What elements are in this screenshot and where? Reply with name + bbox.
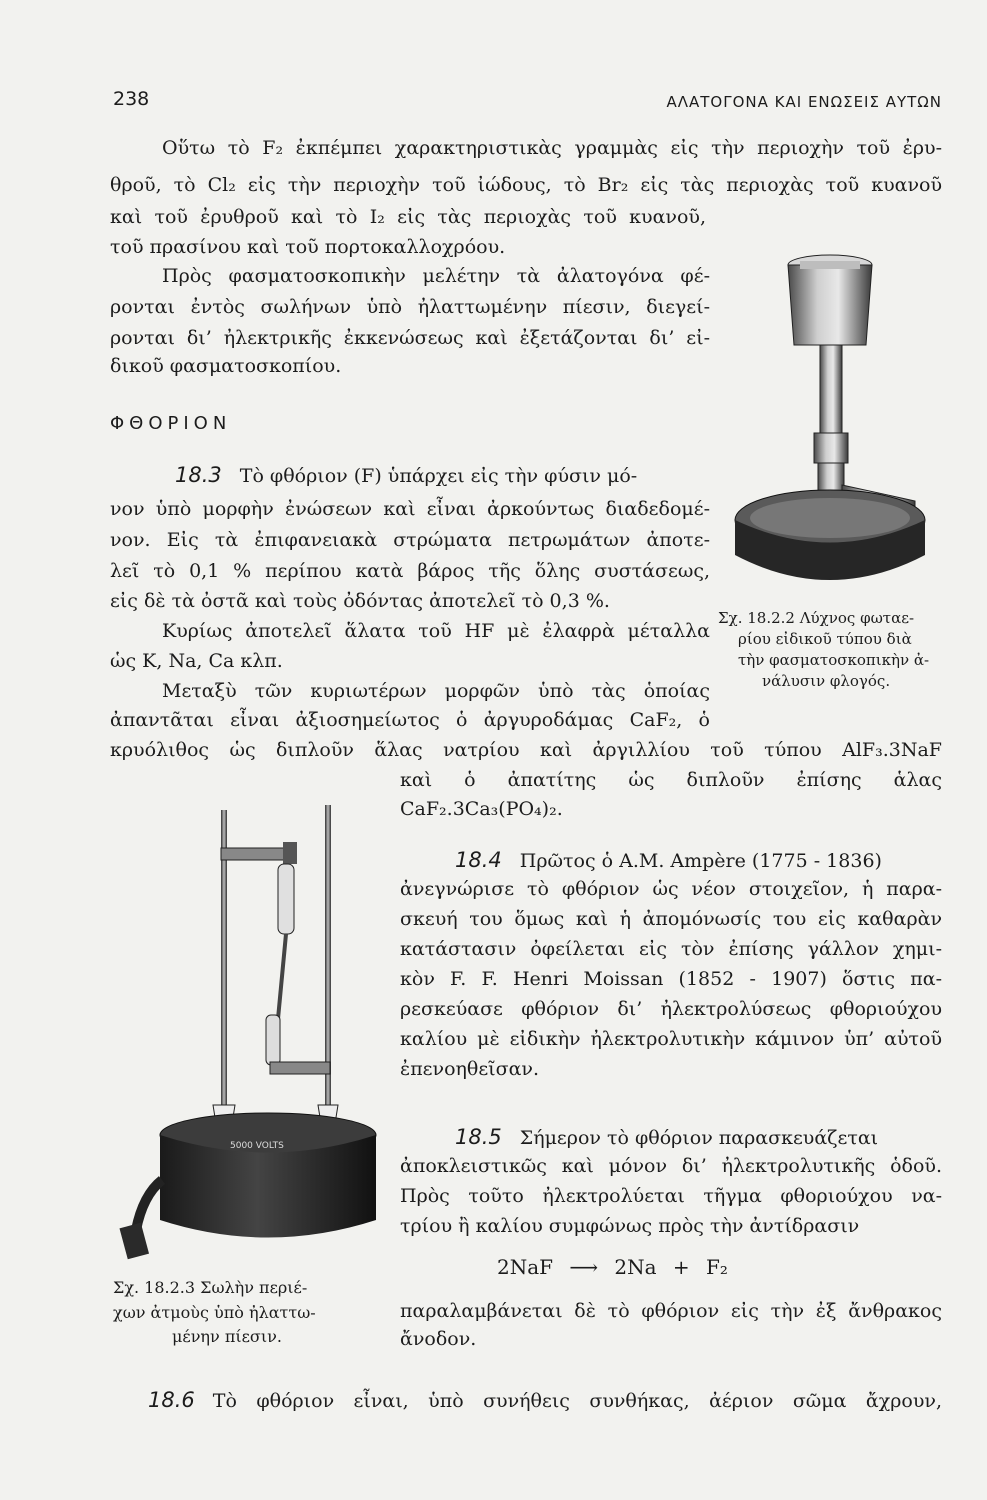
figure-vacuum-tube-caption-line3: μένην πίεσιν.	[172, 1327, 282, 1346]
voltage-label: 5000 VOLTS	[230, 1141, 284, 1151]
para2-line1: Πρὸς φασματοσκοπικὴν μελέτην τὰ ἀλατογόνα φέ-	[162, 265, 710, 287]
section-heading: ΦΘΟΡΙΟΝ	[110, 413, 232, 434]
figure-burner	[730, 235, 952, 610]
section-18-3-line2: νον ὑπὸ μορφὴν ἐνώσεων καὶ εἶναι ἀρκούντως διαδεδομέ-	[110, 498, 710, 520]
figure-vacuum-tube-caption-line1: Σχ. 18.2.3 Σωλὴν περιέ-	[113, 1278, 308, 1297]
para2-line4: δικοῦ φασματοσκοπίου.	[110, 355, 342, 377]
para2-line3: ρονται δι’ ἠλεκτρικῆς ἐκκενώσεως καὶ ἐξετάζονται δι’ εἰ-	[110, 327, 710, 349]
chemical-equation: 2NaF ⟶ 2Na + F₂	[497, 1255, 728, 1279]
section-18-4-line5: κὸν F. F. Henri Moissan (1852 - 1907) ὅστις πα-	[400, 968, 942, 990]
section-18-4-line2: ἀνεγνώρισε τὸ φθόριον ὡς νέον στοιχεῖον, ἡ παρα-	[400, 878, 942, 900]
vacuum-tube-illustration	[118, 800, 380, 1265]
section-18-5-line4: τρίου ἢ καλίου συμφώνως πρὸς τὴν ἀντίδρασιν	[400, 1215, 860, 1237]
section-18-4-line3: σκευή του ὅμως καὶ ἡ ἀπομόνωσίς του εἰς καθαρὰν	[400, 908, 942, 930]
section-18-4-line7: καλίου μὲ εἰδικὴν ἠλεκτρολυτικὴν κάμινον ὑπ’ αὐτοῦ	[400, 1028, 942, 1050]
section-number: 18.5	[455, 1125, 502, 1149]
figure-vacuum-tube	[118, 800, 380, 1265]
section-18-5-line1: 18.5 Σήμερον τὸ φθόριον παρασκευάζεται	[455, 1125, 879, 1149]
running-title: ΑΛΑΤΟΓΟΝΑ ΚΑΙ ΕΝΩΣΕΙΣ ΑΥΤΩΝ	[666, 93, 942, 111]
section-number: 18.3	[175, 463, 222, 487]
section-18-3-line12: CaF₂.3Ca₃(PO₄)₂.	[400, 798, 563, 820]
section-number: 18.6	[148, 1388, 195, 1412]
para1-line2: θροῦ, τὸ Cl₂ εἰς τὴν περιοχὴν τοῦ ἰώδους, τὸ Br₂ εἰς τὰς περιοχὰς τοῦ κυανοῦ	[110, 174, 942, 196]
section-18-4-line6: ρεσκεύασε φθόριον δι’ ἠλεκτρολύσεως φθοριούχου	[400, 998, 942, 1020]
section-18-5-line5: παραλαμβάνεται δὲ τὸ φθόριον εἰς τὴν ἐξ ἄνθρακος	[400, 1300, 942, 1322]
section-18-3-line9: ἀπαντᾶται εἶναι ἀξιοσημείωτος ὁ ἀργυροδάμας CaF₂, ὁ	[110, 709, 710, 731]
burner-illustration	[730, 235, 952, 610]
section-18-4-line8: ἐπενοηθεῖσαν.	[400, 1058, 540, 1080]
figure-vacuum-tube-caption-line2: χων ἀτμοὺς ὑπὸ ἠλαττω-	[113, 1303, 316, 1322]
section-18-4-line1: 18.4 Πρῶτος ὁ A.M. Ampère (1775 - 1836)	[455, 848, 882, 872]
section-18-3-line11: καὶ ὁ ἀπατίτης ὡς διπλοῦν ἐπίσης ἁλας	[400, 769, 942, 791]
section-18-5-line6: ἄνοδον.	[400, 1328, 477, 1350]
para2-line2: ρονται ἐντὸς σωλήνων ὑπὸ ἠλαττωμένην πίεσιν, διεγεί-	[110, 296, 710, 318]
section-18-5-line3: Πρὸς τοῦτο ἠλεκτρολύεται τῆγμα φθοριούχου να-	[400, 1185, 942, 1207]
section-18-4-line4: κατάστασιν ὀφείλεται εἰς τὸν ἐπίσης γάλλον χημι-	[400, 938, 942, 960]
figure-burner-caption-line2: ρίου εἰδικοῦ τύπου διὰ	[738, 630, 912, 648]
figure-burner-caption-line1: Σχ. 18.2.2 Λύχνος φωταε-	[718, 609, 915, 627]
figure-burner-caption-line4: νάλυσιν φλογός.	[762, 672, 891, 690]
figure-burner-caption-line3: τὴν φασματοσκοπικὴν ἀ-	[738, 651, 930, 669]
section-18-3-line4: λεῖ τὸ 0,1 % περίπου κατὰ βάρος τῆς ὅλης συστάσεως,	[110, 560, 710, 582]
para1-line1: Οὕτω τὸ F₂ ἐκπέμπει χαρακτηριστικὰς γραμμὰς εἰς τὴν περιοχὴν τοῦ ἐρυ-	[162, 137, 942, 159]
para1-line3: καὶ τοῦ ἐρυθροῦ καὶ τὸ I₂ εἰς τὰς περιοχὰς τοῦ κυανοῦ,	[110, 206, 706, 228]
para1-line4: τοῦ πρασίνου καὶ τοῦ πορτοκαλλοχρόου.	[110, 236, 506, 258]
section-18-3-line7: ὡς K, Na, Ca κλπ.	[110, 650, 283, 672]
section-18-3-line10: κρυόλιθος ὡς διπλοῦν ἅλας νατρίου καὶ ἀργιλλίου τοῦ τύπου AlF₃.3NaF	[110, 739, 942, 761]
section-18-3-line8: Μεταξὺ τῶν κυριωτέρων μορφῶν ὑπὸ τὰς ὁποίας	[162, 680, 710, 702]
section-18-6-line1: 18.6 Τὸ φθόριον εἶναι, ὑπὸ συνήθεις συνθήκας, ἀέριον σῶμα ἄχρουν,	[148, 1388, 942, 1412]
section-18-5-line2: ἀποκλειστικῶς καὶ μόνον δι’ ἠλεκτρολυτικῆς ὁδοῦ.	[400, 1155, 942, 1177]
section-18-3-line3: νον. Εἰς τὰ ἐπιφανειακὰ στρώματα πετρωμάτων ἀποτε-	[110, 529, 710, 551]
page-number: 238	[113, 88, 150, 110]
section-number: 18.4	[455, 848, 502, 872]
section-18-3-line1: 18.3 Τὸ φθόριον (F) ὑπάρχει εἰς τὴν φύσιν μό-	[175, 463, 638, 487]
section-18-3-line5: εἰς δὲ τὰ ὀστᾶ καὶ τοὺς ὀδόντας ἀποτελεῖ τὸ 0,3 %.	[110, 590, 610, 612]
section-18-3-line6: Κυρίως ἀποτελεῖ ἅλατα τοῦ HF μὲ ἐλαφρὰ μέταλλα	[162, 620, 710, 642]
